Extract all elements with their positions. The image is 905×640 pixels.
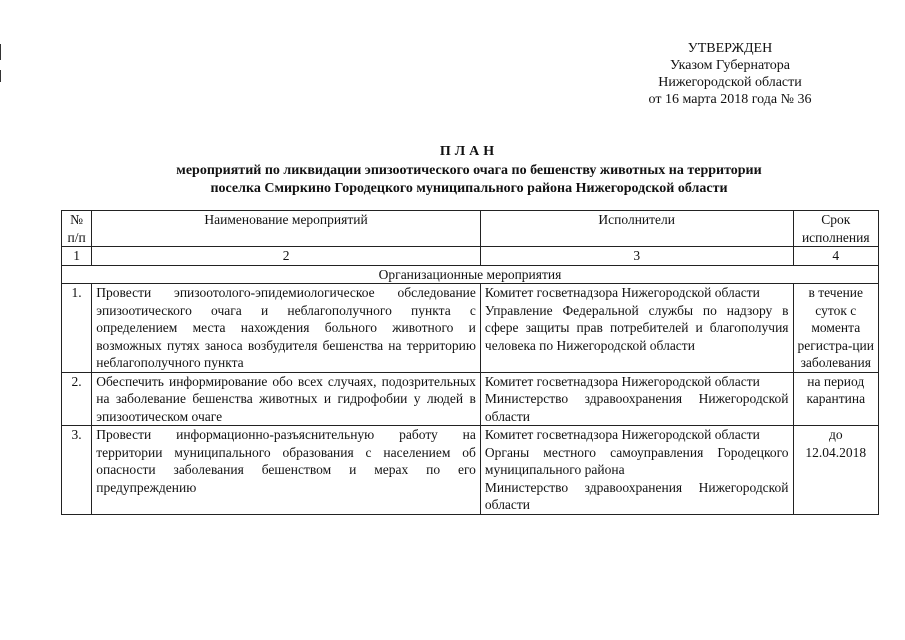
approval-line-3: от 16 марта 2018 года № 36 xyxy=(648,92,812,107)
header-num: № п/п xyxy=(62,211,92,247)
index-row xyxy=(62,247,879,266)
section-row xyxy=(62,265,879,284)
table-row xyxy=(62,426,879,515)
section-title: Организационные мероприятия xyxy=(62,265,879,284)
executor-item: Министерство здравоохранения Нижегородской области xyxy=(484,391,789,424)
header-executors: Исполнители xyxy=(480,211,793,247)
table-header-row xyxy=(62,211,879,247)
row-activity: Провести эпизоотолого-эпидемиологическое обследование эпизоотического очага и неблагополучного пункта с определением места нахождения больного животного и возможных путях заноса возбудителя бешенства на территорию неблагополучного пункта xyxy=(92,284,481,373)
header-term: Срок исполнения xyxy=(793,211,878,247)
left-margin-mark xyxy=(0,44,1,60)
left-margin-mark xyxy=(0,70,1,82)
approval-line-2: Нижегородской области xyxy=(658,75,802,90)
row-term: на период карантина xyxy=(793,372,878,426)
executor-item: Министерство здравоохранения Нижегородской области xyxy=(484,479,789,512)
row-term: до 12.04.2018 xyxy=(793,426,878,515)
approval-line-1: Указом Губернатора xyxy=(669,58,791,73)
executor-item: Органы местного самоуправления Городецкого муниципального района xyxy=(484,444,789,477)
index-cell: 1 xyxy=(62,247,92,266)
title-line-2: поселка Смиркино Городецкого муниципального района Нижегородской области xyxy=(210,181,728,196)
table-row xyxy=(62,284,879,373)
executor-item: Управление Федеральной службы по надзору в сфере защиты прав потребителей и благополучия человека по Нижегородской области xyxy=(484,302,789,353)
index-cell: 4 xyxy=(793,247,878,266)
approval-stamp xyxy=(610,40,850,108)
index-cell: 3 xyxy=(480,247,793,266)
executor-item: Комитет госветнадзора Нижегородской области xyxy=(484,373,760,389)
document-title xyxy=(60,143,878,198)
title-plan: ПЛАН xyxy=(439,144,499,159)
row-executors xyxy=(480,426,793,515)
row-number: 1. xyxy=(62,284,92,373)
header-name: Наименование мероприятий xyxy=(92,211,481,247)
plan-table xyxy=(61,210,879,515)
index-cell: 2 xyxy=(92,247,481,266)
approval-heading: УТВЕРЖДЕН xyxy=(687,41,773,56)
row-activity: Провести информационно-разъяснительную работу на территории муниципального образования с населением об опасности заболевания бешенством и мерах по его предупреждению xyxy=(92,426,481,515)
title-line-1: мероприятий по ликвидации эпизоотического очага по бешенству животных на территории xyxy=(176,163,762,178)
row-executors xyxy=(480,284,793,373)
row-term: в течение суток с момента регистра-ции заболевания xyxy=(793,284,878,373)
row-activity: Обеспечить информирование обо всех случаях, подозрительных на заболевание бешенства животных и гидрофобии у людей в эпизоотическом очаге xyxy=(92,372,481,426)
table-row xyxy=(62,372,879,426)
executor-item: Комитет госветнадзора Нижегородской области xyxy=(484,427,760,442)
row-number: 3. xyxy=(62,426,92,515)
row-executors xyxy=(480,372,793,426)
executor-item: Комитет госветнадзора Нижегородской области xyxy=(484,285,760,300)
row-number: 2. xyxy=(62,372,92,426)
